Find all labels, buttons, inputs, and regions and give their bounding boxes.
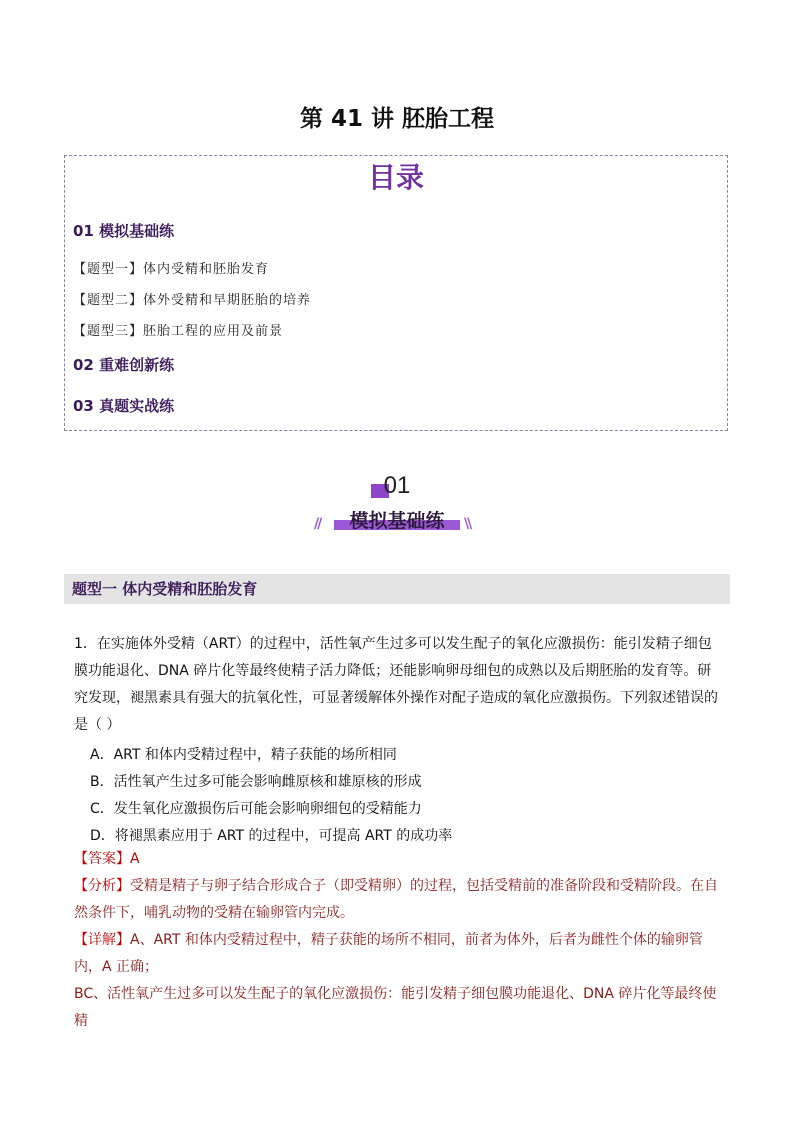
toc-section-3[interactable]: 03 真题实战练 xyxy=(73,397,175,415)
answer-label: 【答案】 xyxy=(74,851,130,867)
type-heading: 题型一 体内受精和胚胎发育 xyxy=(64,574,730,604)
detail-block xyxy=(74,927,724,981)
detail-label: 【详解】 xyxy=(74,932,130,948)
analysis-text: 受精是精子与卵子结合形成合子（即受精卵）的过程，包括受精前的准备阶段和受精阶段。在自然条件下，哺乳动物的受精在输卵管内完成。 xyxy=(74,878,718,921)
toc-heading: 目录 xyxy=(367,161,424,194)
toc-type-3[interactable]: 【题型三】胚胎工程的应用及前景 xyxy=(73,324,284,339)
section-number: 01 xyxy=(383,472,411,499)
toc-section-2[interactable]: 02 重难创新练 xyxy=(73,356,175,374)
section-banner xyxy=(0,470,794,540)
option-a: A．ART 和体内受精过程中，精子获能的场所相同 xyxy=(90,747,397,763)
page-title: 第 41 讲 胚胎工程 xyxy=(299,106,495,132)
toc-box xyxy=(64,155,728,431)
slash-right-icon: \\ xyxy=(464,516,471,532)
answer-line xyxy=(74,846,724,873)
toc-section-1[interactable]: 01 模拟基础练 xyxy=(73,222,175,240)
toc-type-1[interactable]: 【题型一】体内受精和胚胎发育 xyxy=(73,262,270,277)
slash-left-icon: // xyxy=(314,516,321,532)
question-text: 1．在实施体外受精（ART）的过程中，活性氧产生过多可以发生配子的氧化应激损伤：能引发精子细包膜功能退化、DNA 碎片化等最终使精子活力降低；还能影响卵母细包的成熟以及后期胚胎的发育等。研究发现，褪黑素具有强大的抗氧化性，可显著缓解体外操作对配子造成的氧化应激损伤。下列叙述错误的是（ ） xyxy=(74,636,718,733)
answer-value: A xyxy=(130,851,140,867)
detail-text-1: A、ART 和体内受精过程中，精子获能的场所不相同，前者为体外，后者为雌性个体的输卵管内，A 正确； xyxy=(74,932,703,975)
section-title: 模拟基础练 xyxy=(349,510,445,532)
analysis-label: 【分析】 xyxy=(74,878,130,894)
toc-type-2[interactable]: 【题型二】体外受精和早期胚胎的培养 xyxy=(73,293,312,308)
option-d: D．将褪黑素应用于 ART 的过程中，可提高 ART 的成功率 xyxy=(90,828,453,844)
detail-text-2: BC、活性氧产生过多可以发生配子的氧化应激损伤：能引发精子细包膜功能退化、DNA 碎片化等最终使精 xyxy=(74,986,717,1029)
analysis-block xyxy=(74,873,724,927)
option-c: C．发生氧化应激损伤后可能会影响卵细包的受精能力 xyxy=(90,801,422,817)
option-b: B．活性氧产生过多可能会影响雌原核和雄原核的形成 xyxy=(90,774,422,790)
